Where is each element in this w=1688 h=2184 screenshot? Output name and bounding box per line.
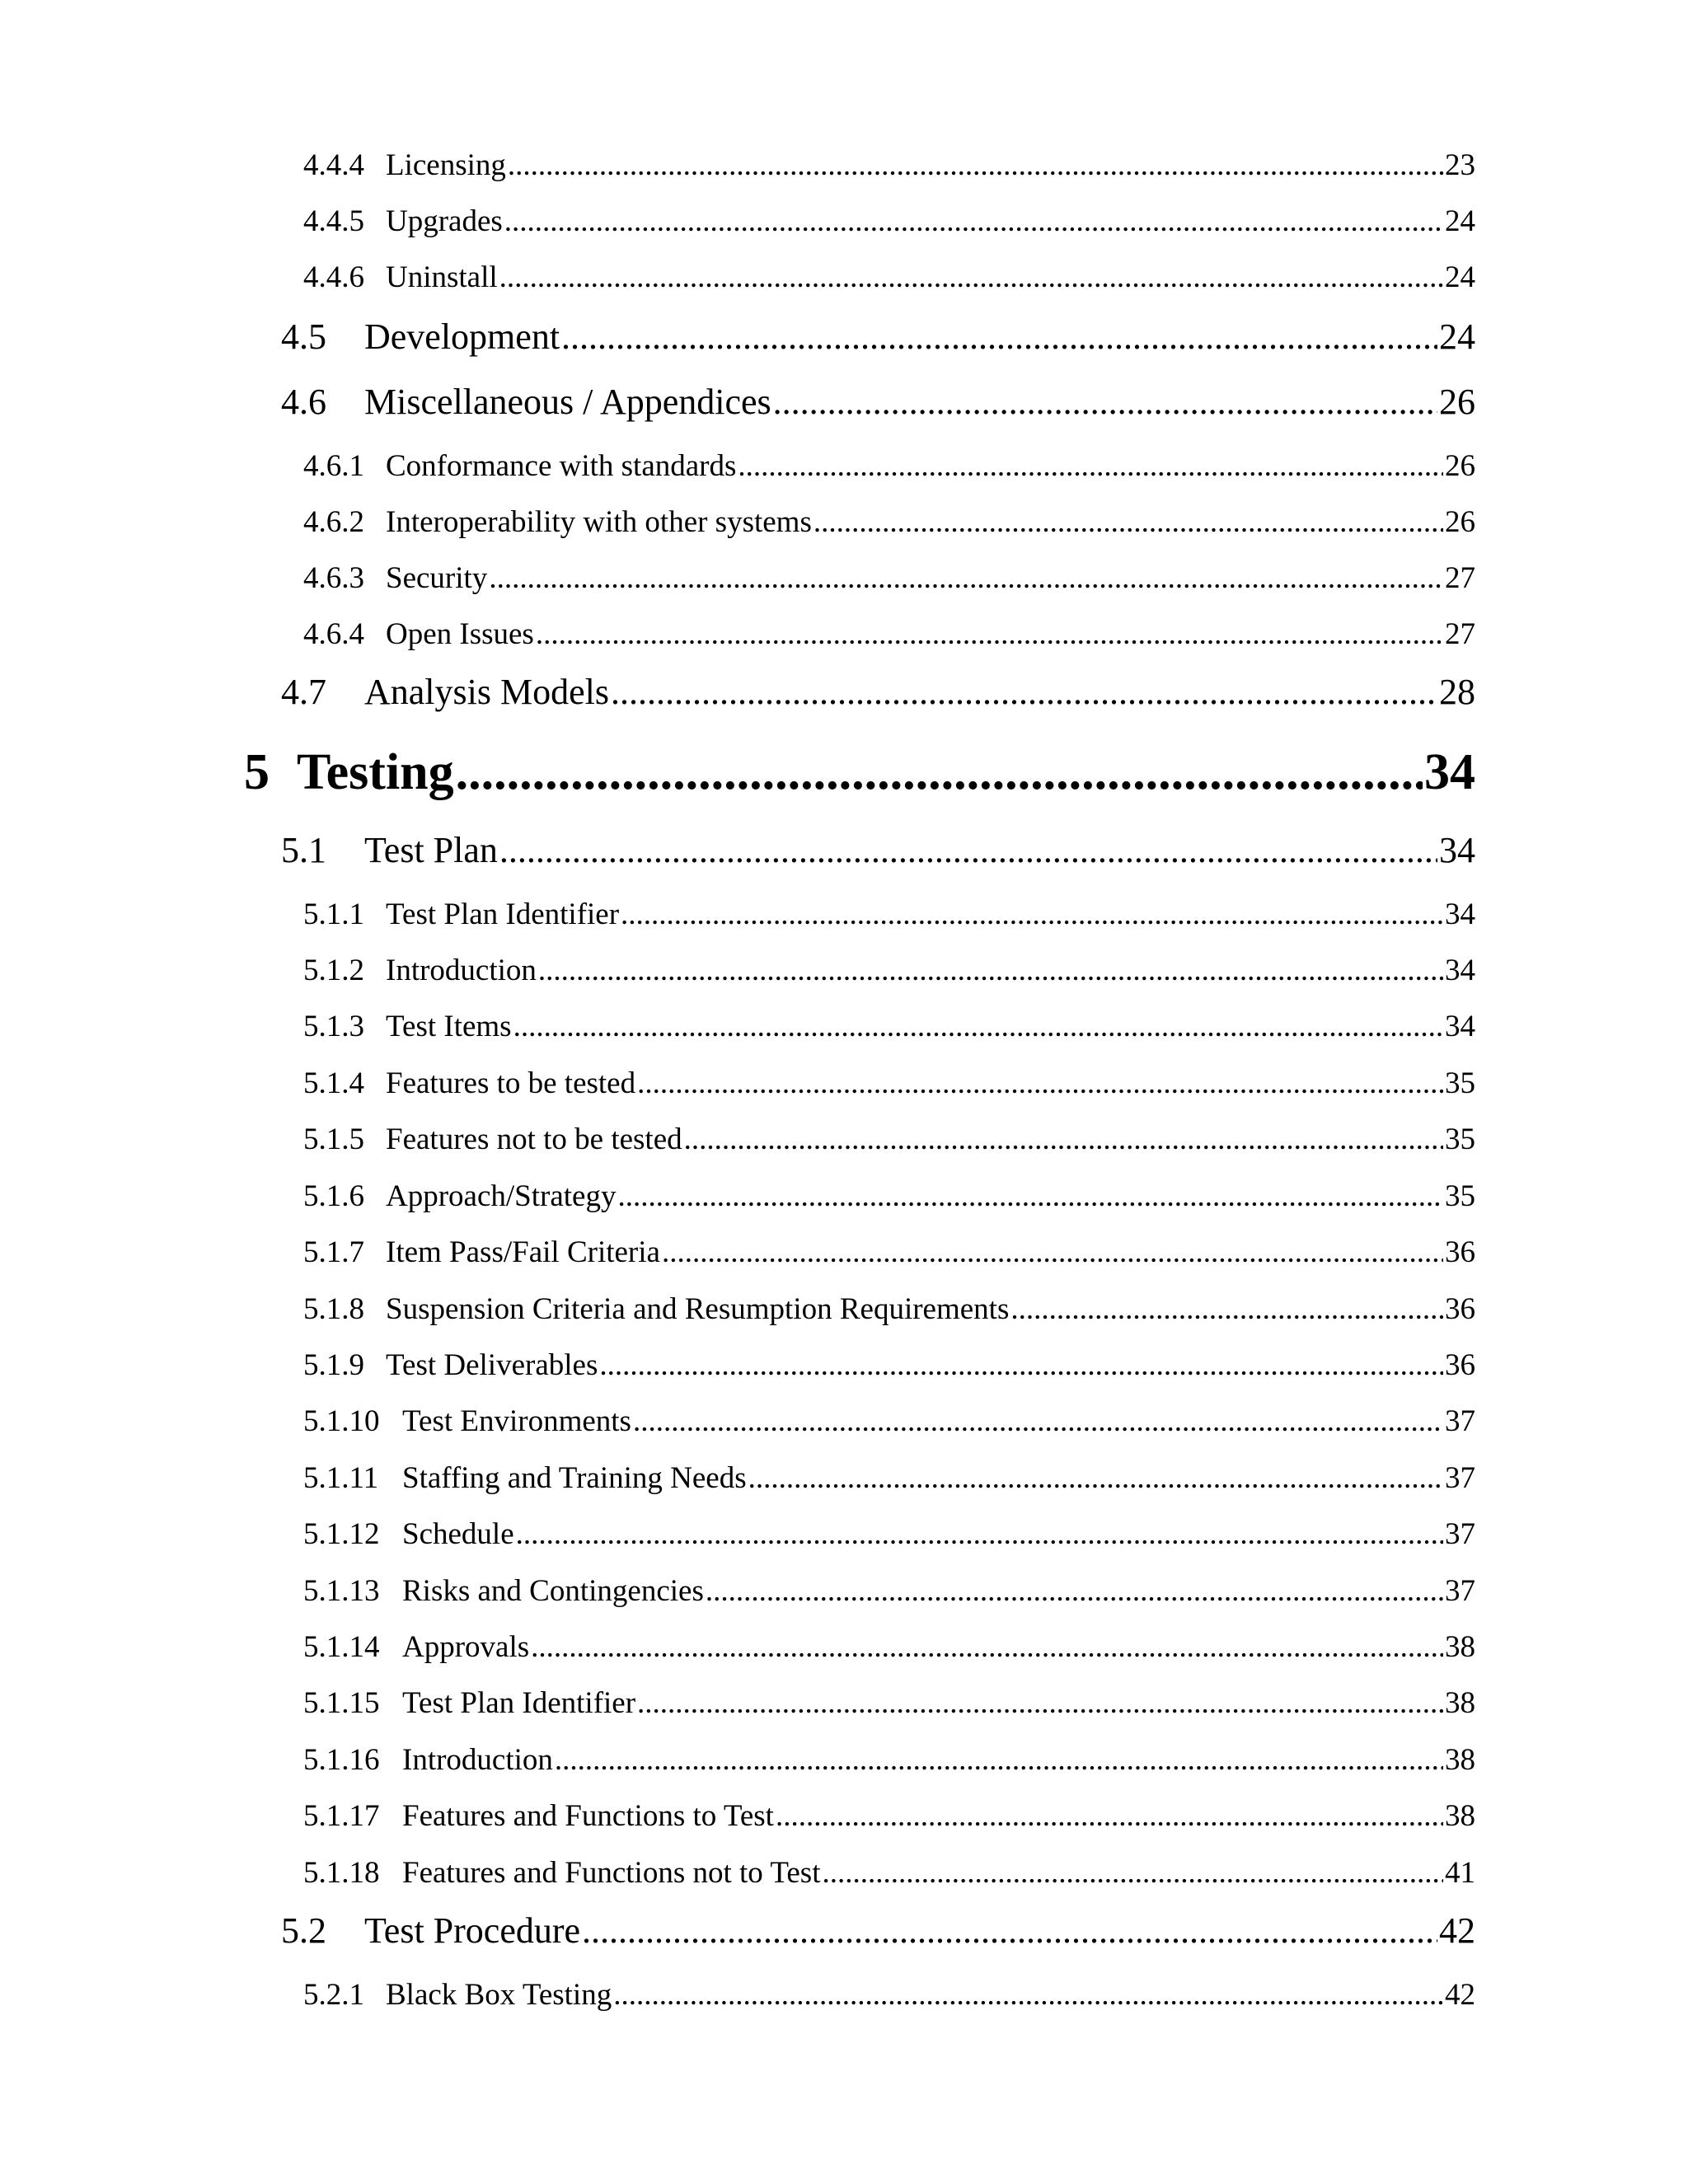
toc-entry[interactable] [303, 1799, 1475, 1835]
toc-entry-title: Upgrades [386, 204, 503, 238]
toc-entry-page: 37 [1445, 1574, 1475, 1608]
toc-entry-number: 5.1.14 [303, 1630, 380, 1664]
toc-dot-leader [504, 204, 1443, 240]
toc-entry-number: 5.1.7 [303, 1235, 364, 1269]
toc-entry[interactable] [281, 672, 1475, 714]
toc-entry-page: 37 [1445, 1461, 1475, 1495]
toc-dot-leader [499, 260, 1443, 296]
toc-entry[interactable] [303, 1348, 1475, 1384]
toc-entry-title: Analysis Models [364, 672, 609, 712]
toc-entry-number: 4.7 [281, 672, 326, 712]
toc-dot-leader [1010, 1292, 1443, 1328]
toc-entry-page: 26 [1439, 382, 1475, 422]
toc-entry-number: 4.4.4 [303, 148, 364, 182]
toc-entry-title: Introduction [386, 954, 537, 987]
toc-dot-leader [662, 1235, 1443, 1271]
toc-entry[interactable] [281, 316, 1475, 359]
toc-entry-title: Security [386, 561, 488, 595]
toc-entry-page: 36 [1445, 1348, 1475, 1382]
toc-entry[interactable] [281, 830, 1475, 872]
toc-entry-number: 5.1.1 [303, 898, 364, 931]
toc-entry[interactable] [303, 1574, 1475, 1610]
toc-entry-title: Open Issues [386, 617, 534, 651]
toc-dot-leader [489, 561, 1443, 597]
toc-entry-title: Features to be tested [386, 1066, 636, 1100]
toc-entry[interactable] [303, 505, 1475, 541]
toc-entry-title: Testing [297, 744, 454, 800]
toc-dot-leader [555, 1743, 1443, 1779]
toc-dot-leader [582, 1910, 1437, 1952]
toc-dot-leader [516, 1517, 1443, 1553]
toc-entry-title: Interoperability with other systems [386, 505, 812, 539]
toc-entry-title: Staffing and Training Needs [402, 1461, 747, 1495]
toc-entry-page: 42 [1445, 1978, 1475, 2012]
toc-entry-title: Test Plan Identifier [386, 898, 620, 931]
toc-dot-leader [617, 1179, 1443, 1215]
toc-entry[interactable] [303, 449, 1475, 485]
toc-entry-title: Test Items [386, 1010, 512, 1043]
toc-entry-page: 37 [1445, 1517, 1475, 1551]
toc-dot-leader [706, 1574, 1443, 1610]
toc-entry-title: Uninstall [386, 260, 498, 294]
toc-entry-page: 34 [1424, 744, 1475, 800]
toc-entry-number: 5.1.10 [303, 1404, 380, 1438]
toc-entry[interactable] [303, 1686, 1475, 1722]
toc-entry-title: Risks and Contingencies [402, 1574, 704, 1608]
toc-entry-number: 5.1.2 [303, 954, 364, 987]
toc-dot-leader [773, 382, 1437, 424]
toc-dot-leader [633, 1404, 1443, 1440]
toc-entry-page: 35 [1445, 1179, 1475, 1213]
toc-entry[interactable] [303, 260, 1475, 296]
toc-entry-page: 38 [1445, 1799, 1475, 1833]
toc-entry-number: 5.1.13 [303, 1574, 380, 1608]
toc-entry-number: 5.1.3 [303, 1010, 364, 1043]
toc-dot-leader [748, 1461, 1443, 1497]
toc-entry-title: Black Box Testing [386, 1978, 612, 2012]
toc-entry-number: 5.1.11 [303, 1461, 379, 1495]
toc-entry-title: Features and Functions to Test [402, 1799, 774, 1833]
toc-entry-number: 4.4.5 [303, 204, 364, 238]
toc-entry-page: 26 [1445, 449, 1475, 483]
toc-entry-page: 41 [1445, 1856, 1475, 1890]
toc-entry-page: 36 [1445, 1292, 1475, 1326]
toc-entry[interactable] [303, 954, 1475, 989]
toc-entry-number: 5.1.16 [303, 1743, 380, 1777]
toc-entry-page: 26 [1445, 505, 1475, 539]
toc-entry[interactable] [303, 1292, 1475, 1328]
toc-dot-leader [513, 1010, 1443, 1045]
toc-entry-number: 5.2 [281, 1910, 326, 1951]
toc-dot-leader [738, 449, 1443, 485]
toc-entry-page: 42 [1439, 1910, 1475, 1951]
toc-dot-leader [637, 1686, 1443, 1722]
toc-dot-leader [814, 505, 1443, 541]
toc-entry[interactable] [303, 1235, 1475, 1271]
toc-entry-title: Test Deliverables [386, 1348, 598, 1382]
toc-entry-number: 5.1.17 [303, 1799, 380, 1833]
toc-entry[interactable] [303, 1179, 1475, 1215]
toc-entry-number: 5 [244, 744, 270, 800]
toc-entry[interactable] [303, 1743, 1475, 1779]
toc-dot-leader [538, 954, 1443, 989]
toc-entry[interactable] [303, 1978, 1475, 2013]
toc-entry[interactable] [303, 1856, 1475, 1891]
toc-entry[interactable] [303, 1630, 1475, 1666]
toc-entry[interactable] [303, 1010, 1475, 1045]
toc-entry-page: 28 [1439, 672, 1475, 712]
toc-entry-number: 5.1.4 [303, 1066, 364, 1100]
toc-dot-leader [561, 316, 1437, 359]
toc-dot-leader [508, 148, 1443, 184]
toc-entry-title: Licensing [386, 148, 506, 182]
toc-dot-leader [637, 1066, 1443, 1102]
toc-entry-title: Approvals [402, 1630, 530, 1664]
toc-entry-page: 34 [1439, 830, 1475, 870]
toc-entry[interactable] [303, 617, 1475, 653]
toc-entry-number: 5.1.8 [303, 1292, 364, 1326]
toc-entry-number: 5.1 [281, 830, 326, 870]
toc-entry-page: 23 [1445, 148, 1475, 182]
toc-entry-page: 38 [1445, 1630, 1475, 1664]
toc-dot-leader [823, 1856, 1444, 1891]
toc-dot-leader [621, 898, 1443, 933]
toc-entry-page: 24 [1445, 204, 1475, 238]
toc-entry-page: 27 [1445, 617, 1475, 651]
toc-entry-number: 4.6 [281, 382, 326, 422]
toc-entry-title: Item Pass/Fail Criteria [386, 1235, 660, 1269]
toc-entry-page: 36 [1445, 1235, 1475, 1269]
toc-entry[interactable] [303, 1404, 1475, 1440]
toc-entry-page: 37 [1445, 1404, 1475, 1438]
toc-entry-number: 5.1.6 [303, 1179, 364, 1213]
toc-entry[interactable] [303, 1122, 1475, 1158]
toc-dot-leader [499, 830, 1437, 872]
toc-entry-number: 5.2.1 [303, 1978, 364, 2012]
toc-entry-number: 4.6.4 [303, 617, 364, 651]
toc-dot-leader [456, 743, 1423, 802]
toc-entry-number: 5.1.15 [303, 1686, 380, 1720]
toc-entry-number: 5.1.5 [303, 1122, 364, 1156]
toc-entry[interactable] [303, 1461, 1475, 1497]
toc-entry-page: 34 [1445, 898, 1475, 931]
toc-entry-title: Features and Functions not to Test [402, 1856, 821, 1890]
toc-entry-title: Test Procedure [364, 1910, 581, 1951]
toc-entry-title: Development [364, 316, 560, 357]
toc-entry-page: 35 [1445, 1122, 1475, 1156]
toc-entry-number: 4.5 [281, 316, 326, 357]
toc-entry-page: 38 [1445, 1743, 1475, 1777]
toc-entry-number: 4.4.6 [303, 260, 364, 294]
toc-dot-leader [611, 672, 1437, 714]
toc-entry[interactable] [303, 561, 1475, 597]
toc-dot-leader [776, 1799, 1443, 1835]
toc-entry-title: Schedule [402, 1517, 514, 1551]
toc-entry-page: 24 [1439, 316, 1475, 357]
toc-entry-number: 4.6.2 [303, 505, 364, 539]
toc-entry-page: 35 [1445, 1066, 1475, 1100]
toc-dot-leader [536, 617, 1443, 653]
toc-entry[interactable] [303, 204, 1475, 240]
toc-entry-page: 34 [1445, 1010, 1475, 1043]
toc-entry-title: Miscellaneous / Appendices [364, 382, 771, 422]
toc-entry-number: 5.1.9 [303, 1348, 364, 1382]
toc-entry[interactable] [303, 1066, 1475, 1102]
toc-entry-title: Approach/Strategy [386, 1179, 617, 1213]
toc-entry-title: Conformance with standards [386, 449, 737, 483]
toc-entry-page: 34 [1445, 954, 1475, 987]
toc-entry[interactable] [303, 148, 1475, 184]
toc-entry-title: Introduction [402, 1743, 553, 1777]
toc-entry-page: 27 [1445, 561, 1475, 595]
toc-entry-number: 4.6.3 [303, 561, 364, 595]
toc-entry-number: 5.1.12 [303, 1517, 380, 1551]
toc-entry-title: Suspension Criteria and Resumption Requirements [386, 1292, 1010, 1326]
toc-entry-title: Test Plan [364, 830, 498, 870]
toc-entry-title: Test Environments [402, 1404, 631, 1438]
toc-dot-leader [531, 1630, 1443, 1666]
toc-entry-page: 38 [1445, 1686, 1475, 1720]
toc-entry[interactable] [281, 1910, 1475, 1952]
toc-dot-leader [599, 1348, 1443, 1384]
toc-entry[interactable] [281, 382, 1475, 424]
toc-dot-leader [684, 1122, 1443, 1158]
toc-dot-leader [613, 1978, 1443, 2013]
toc-entry[interactable] [303, 898, 1475, 933]
toc-entry-number: 5.1.18 [303, 1856, 380, 1890]
toc-entry[interactable] [303, 1517, 1475, 1553]
toc-entry-title: Test Plan Identifier [402, 1686, 636, 1720]
toc-entry-title: Features not to be tested [386, 1122, 682, 1156]
toc-entry-number: 4.6.1 [303, 449, 364, 483]
toc-chapter-entry[interactable] [244, 743, 1475, 802]
toc-entry-page: 24 [1445, 260, 1475, 294]
